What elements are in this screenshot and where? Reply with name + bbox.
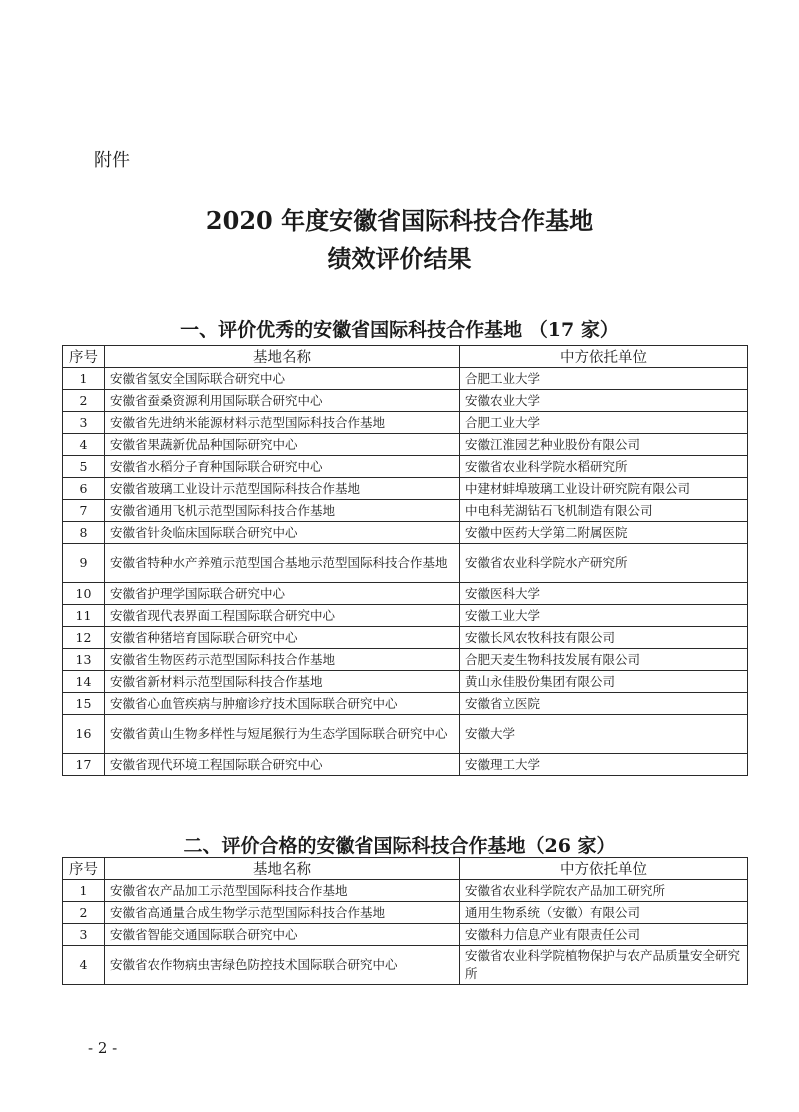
row-index: 8	[63, 522, 105, 544]
row-index: 7	[63, 500, 105, 522]
table-row	[63, 880, 748, 902]
table-row	[63, 544, 748, 583]
table-row	[63, 368, 748, 390]
row-host-unit: 安徽农业大学	[460, 390, 748, 412]
row-base-name: 安徽省现代表界面工程国际联合研究中心	[105, 605, 460, 627]
row-base-name: 安徽省现代环境工程国际联合研究中心	[105, 754, 460, 776]
table-row	[63, 693, 748, 715]
row-base-name: 安徽省玻璃工业设计示范型国际科技合作基地	[105, 478, 460, 500]
table-row	[63, 627, 748, 649]
row-host-unit: 中建材蚌埠玻璃工业设计研究院有限公司	[460, 478, 748, 500]
table-row	[63, 946, 748, 985]
header-base-name: 基地名称	[105, 858, 460, 880]
row-index: 12	[63, 627, 105, 649]
row-index: 2	[63, 902, 105, 924]
row-base-name: 安徽省智能交通国际联合研究中心	[105, 924, 460, 946]
row-base-name: 安徽省蚕桑资源利用国际联合研究中心	[105, 390, 460, 412]
row-host-unit: 安徽科力信息产业有限责任公司	[460, 924, 748, 946]
section-excellent-heading: 一、评价优秀的安徽省国际科技合作基地 （17 家）	[180, 319, 619, 341]
row-host-unit: 安徽省农业科学院植物保护与农产品质量安全研究所	[460, 946, 748, 985]
row-host-unit: 通用生物系统（安徽）有限公司	[460, 902, 748, 924]
row-base-name: 安徽省心血管疾病与肿瘤诊疗技术国际联合研究中心	[105, 693, 460, 715]
table-row	[63, 478, 748, 500]
row-index: 15	[63, 693, 105, 715]
row-index: 14	[63, 671, 105, 693]
row-host-unit: 安徽省立医院	[460, 693, 748, 715]
row-index: 3	[63, 412, 105, 434]
row-index: 10	[63, 583, 105, 605]
table-row	[63, 649, 748, 671]
row-host-unit: 安徽医科大学	[460, 583, 748, 605]
row-base-name: 安徽省新材料示范型国际科技合作基地	[105, 671, 460, 693]
attachment-label: 附件	[94, 150, 130, 171]
row-base-name: 安徽省生物医药示范型国际科技合作基地	[105, 649, 460, 671]
row-index: 3	[63, 924, 105, 946]
header-host-unit: 中方依托单位	[460, 858, 748, 880]
table-row	[63, 583, 748, 605]
table-header-row	[63, 346, 748, 368]
row-host-unit: 安徽长风农牧科技有限公司	[460, 627, 748, 649]
row-index: 11	[63, 605, 105, 627]
row-index: 4	[63, 946, 105, 985]
table-header-row	[63, 858, 748, 880]
excellent-bases-table	[62, 345, 748, 776]
row-host-unit: 安徽理工大学	[460, 754, 748, 776]
row-host-unit: 合肥工业大学	[460, 412, 748, 434]
table-row	[63, 522, 748, 544]
row-index: 6	[63, 478, 105, 500]
table-row	[63, 412, 748, 434]
document-title: 2020 年度安徽省国际科技合作基地	[205, 206, 594, 235]
excellent-bases-body	[63, 368, 748, 776]
row-host-unit: 中电科芜湖钻石飞机制造有限公司	[460, 500, 748, 522]
row-base-name: 安徽省通用飞机示范型国际科技合作基地	[105, 500, 460, 522]
table-row	[63, 500, 748, 522]
row-host-unit: 安徽江淮园艺种业股份有限公司	[460, 434, 748, 456]
table-row	[63, 902, 748, 924]
table-row	[63, 390, 748, 412]
qualified-bases-body	[63, 880, 748, 985]
document-subtitle: 绩效评价结果	[327, 244, 472, 273]
row-index: 2	[63, 390, 105, 412]
row-index: 16	[63, 715, 105, 754]
header-index: 序号	[63, 346, 105, 368]
row-base-name: 安徽省种猪培育国际联合研究中心	[105, 627, 460, 649]
header-index: 序号	[63, 858, 105, 880]
row-host-unit: 安徽省农业科学院水产研究所	[460, 544, 748, 583]
row-host-unit: 安徽工业大学	[460, 605, 748, 627]
row-host-unit: 黄山永佳股份集团有限公司	[460, 671, 748, 693]
table-row	[63, 754, 748, 776]
row-host-unit: 合肥工业大学	[460, 368, 748, 390]
row-base-name: 安徽省水稻分子育种国际联合研究中心	[105, 456, 460, 478]
section-qualified-heading: 二、评价合格的安徽省国际科技合作基地（26 家）	[183, 835, 616, 857]
qualified-bases-table	[62, 857, 748, 985]
row-base-name: 安徽省黄山生物多样性与短尾猴行为生态学国际联合研究中心	[105, 715, 460, 754]
header-host-unit: 中方依托单位	[460, 346, 748, 368]
row-index: 17	[63, 754, 105, 776]
row-index: 4	[63, 434, 105, 456]
row-base-name: 安徽省高通量合成生物学示范型国际科技合作基地	[105, 902, 460, 924]
row-base-name: 安徽省针灸临床国际联合研究中心	[105, 522, 460, 544]
table-row	[63, 715, 748, 754]
row-index: 1	[63, 880, 105, 902]
row-host-unit: 合肥天麦生物科技发展有限公司	[460, 649, 748, 671]
row-index: 1	[63, 368, 105, 390]
table-row	[63, 924, 748, 946]
table-row	[63, 456, 748, 478]
table-row	[63, 671, 748, 693]
row-host-unit: 安徽中医药大学第二附属医院	[460, 522, 748, 544]
row-host-unit: 安徽大学	[460, 715, 748, 754]
row-base-name: 安徽省氢安全国际联合研究中心	[105, 368, 460, 390]
row-base-name: 安徽省农产品加工示范型国际科技合作基地	[105, 880, 460, 902]
row-base-name: 安徽省特种水产养殖示范型国合基地示范型国际科技合作基地	[105, 544, 460, 583]
row-base-name: 安徽省先进纳米能源材料示范型国际科技合作基地	[105, 412, 460, 434]
row-index: 13	[63, 649, 105, 671]
page-number: - 2 -	[88, 1039, 118, 1057]
row-index: 5	[63, 456, 105, 478]
row-base-name: 安徽省农作物病虫害绿色防控技术国际联合研究中心	[105, 946, 460, 985]
header-base-name: 基地名称	[105, 346, 460, 368]
row-host-unit: 安徽省农业科学院水稻研究所	[460, 456, 748, 478]
row-host-unit: 安徽省农业科学院农产品加工研究所	[460, 880, 748, 902]
table-row	[63, 434, 748, 456]
row-index: 9	[63, 544, 105, 583]
row-base-name: 安徽省果蔬新优品种国际研究中心	[105, 434, 460, 456]
table-row	[63, 605, 748, 627]
row-base-name: 安徽省护理学国际联合研究中心	[105, 583, 460, 605]
